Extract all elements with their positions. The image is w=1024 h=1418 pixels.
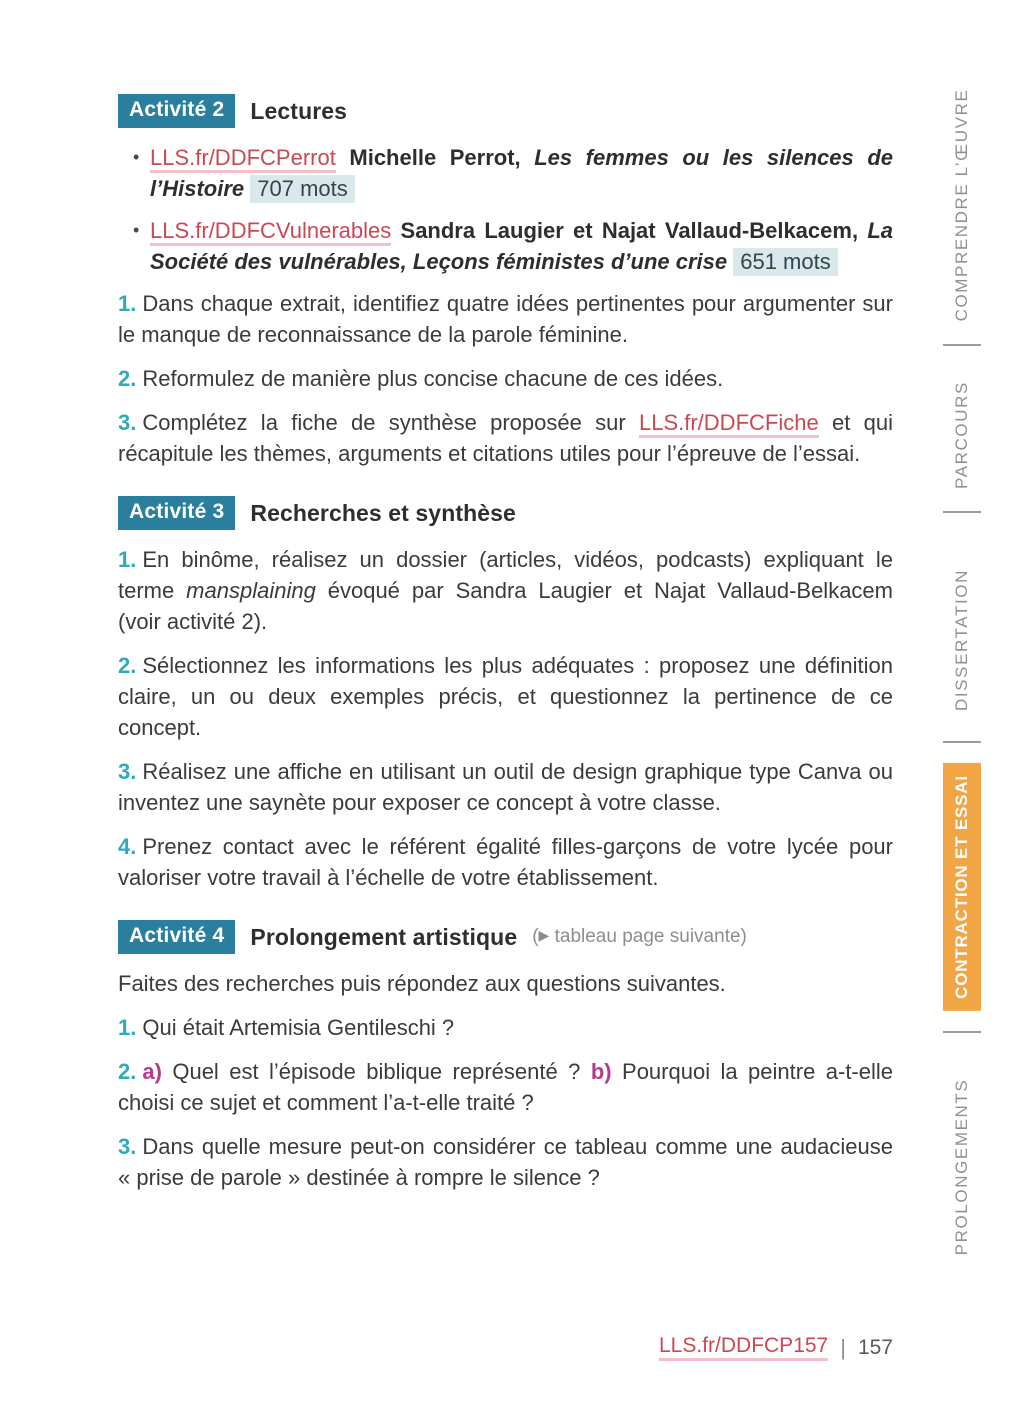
author-name: Michelle Perrot, bbox=[335, 145, 535, 170]
footer-separator: | bbox=[840, 1334, 846, 1360]
word-count-badge: 707 mots bbox=[250, 175, 355, 203]
activity-4-header bbox=[118, 920, 893, 954]
question-number: 3. bbox=[118, 759, 137, 784]
question-text: Reformulez de manière plus concise chacune de ces idées. bbox=[142, 366, 724, 391]
question-text: Complétez la fiche de synthèse proposée sur bbox=[142, 410, 639, 435]
question bbox=[118, 650, 893, 743]
link-ddfcfiche[interactable]: LLS.fr/DDFCFiche bbox=[639, 410, 819, 438]
rail-divider bbox=[943, 511, 981, 513]
page-footer bbox=[659, 1334, 893, 1361]
sub-question-label-a: a) bbox=[142, 1059, 162, 1084]
activity-2-badge: Activité 2 bbox=[118, 94, 235, 128]
question-text: et qui récapitule les thèmes, arguments et citations utiles pour l’épreuve de l’essai. bbox=[118, 410, 893, 466]
question-text: Qui était Artemisia Gentileschi ? bbox=[142, 1015, 455, 1040]
activity-2-section bbox=[118, 94, 893, 469]
footer-page-link[interactable]: LLS.fr/DDFCP157 bbox=[659, 1334, 828, 1361]
list-item bbox=[118, 215, 893, 277]
question-text: Prenez contact avec le référent égalité filles-garçons de votre lycée pour valoriser votre travail à l’échelle de votre établissement. bbox=[118, 834, 893, 890]
question-number: 1. bbox=[118, 1015, 137, 1040]
question-number: 2. bbox=[118, 653, 137, 678]
tab-parcours: PARCOURS bbox=[952, 381, 971, 489]
bullet-icon: • bbox=[133, 220, 140, 240]
activity-4-section bbox=[118, 920, 893, 1193]
page-number: 157 bbox=[857, 1335, 893, 1359]
activity-4-intro: Faites des recherches puis répondez aux questions suivantes. bbox=[118, 971, 726, 996]
question bbox=[118, 544, 893, 637]
question-number: 2. bbox=[118, 1059, 137, 1084]
note-paren: ( bbox=[532, 926, 539, 947]
play-icon: ▶ bbox=[538, 927, 550, 943]
question-text: Dans chaque extrait, identifiez quatre idées pertinentes pour argumenter sur le manque de reconnaissance de la parole féminine. bbox=[118, 291, 893, 347]
activity-2-title: Lectures bbox=[250, 97, 348, 124]
work-title: La Société des vulnérables, Leçons féministes d’une crise bbox=[150, 218, 893, 274]
term-italic: mansplaining bbox=[186, 578, 316, 603]
question-text: Réalisez une affiche en utilisant un outil de design graphique type Canva ou inventez une saynète pour exposer ce concept à votre classe. bbox=[118, 759, 893, 815]
question bbox=[118, 363, 893, 394]
tab-comprendre-loeuvre: COMPRENDRE L’ŒUVRE bbox=[952, 88, 971, 322]
reading-list bbox=[118, 142, 893, 277]
question bbox=[118, 1056, 893, 1118]
question-number: 1. bbox=[118, 547, 137, 572]
question-number: 3. bbox=[118, 410, 137, 435]
link-ddfcvulnerables[interactable]: LLS.fr/DDFCVulnerables bbox=[150, 218, 391, 246]
activity-4-badge: Activité 4 bbox=[118, 920, 235, 954]
work-title: Les femmes ou les silences de l’Histoire bbox=[150, 145, 893, 201]
activity-3-title: Recherches et synthèse bbox=[250, 499, 516, 526]
sub-question-label-b: b) bbox=[590, 1059, 612, 1084]
activity-3-header bbox=[118, 496, 893, 530]
page-content bbox=[118, 94, 893, 1206]
question-text: évoqué par Sandra Laugier et Najat Vallaud-Belkacem (voir activité 2). bbox=[118, 578, 893, 634]
rail-divider bbox=[943, 1031, 981, 1033]
activity-4-title: Prolongement artistique bbox=[250, 923, 518, 950]
question bbox=[118, 1012, 893, 1043]
question-text: Sélectionnez les informations les plus adéquates : proposez une définition claire, un ou deux exemples précis, et questionnez la pertinence de ce concept. bbox=[118, 653, 893, 740]
bullet-icon: • bbox=[133, 147, 140, 167]
rail-divider bbox=[943, 344, 981, 346]
question-text: Quel est l’épisode biblique représenté ? bbox=[161, 1059, 591, 1084]
activity-3-section bbox=[118, 496, 893, 893]
question-number: 2. bbox=[118, 366, 137, 391]
activity-3-badge: Activité 3 bbox=[118, 496, 235, 530]
question-text: En binôme, réalisez un dossier (articles, vidéos, podcasts) expliquant le terme bbox=[118, 547, 893, 603]
list-item bbox=[118, 142, 893, 204]
chapter-tab-rail bbox=[930, 0, 994, 1418]
tab-prolongements: PROLONGEMENTS bbox=[952, 1078, 971, 1256]
question-number: 3. bbox=[118, 1134, 137, 1159]
question bbox=[118, 756, 893, 818]
header-note bbox=[532, 926, 747, 948]
question-text: Pourquoi la peintre a-t-elle choisi ce sujet et comment l’a-t-elle traité ? bbox=[118, 1059, 893, 1115]
word-count-badge: 651 mots bbox=[733, 248, 838, 276]
activity-2-header bbox=[118, 94, 893, 128]
question bbox=[118, 831, 893, 893]
rail-divider bbox=[943, 741, 981, 743]
tab-dissertation: DISSERTATION bbox=[952, 569, 971, 711]
author-name: Sandra Laugier et Najat Vallaud-Belkacem, bbox=[391, 218, 868, 243]
tab-contraction-et-essai: CONTRACTION ET ESSAI bbox=[943, 763, 981, 1011]
question bbox=[118, 407, 893, 469]
question-number: 1. bbox=[118, 291, 137, 316]
question-text: Dans quelle mesure peut-on considérer ce tableau comme une audacieuse « prise de parole » destinée à rompre le silence ? bbox=[118, 1134, 893, 1190]
question bbox=[118, 288, 893, 350]
question-number: 4. bbox=[118, 834, 137, 859]
link-ddfcperrot[interactable]: LLS.fr/DDFCPerrot bbox=[150, 145, 336, 173]
question bbox=[118, 1131, 893, 1193]
note-text: tableau page suivante) bbox=[549, 926, 747, 947]
